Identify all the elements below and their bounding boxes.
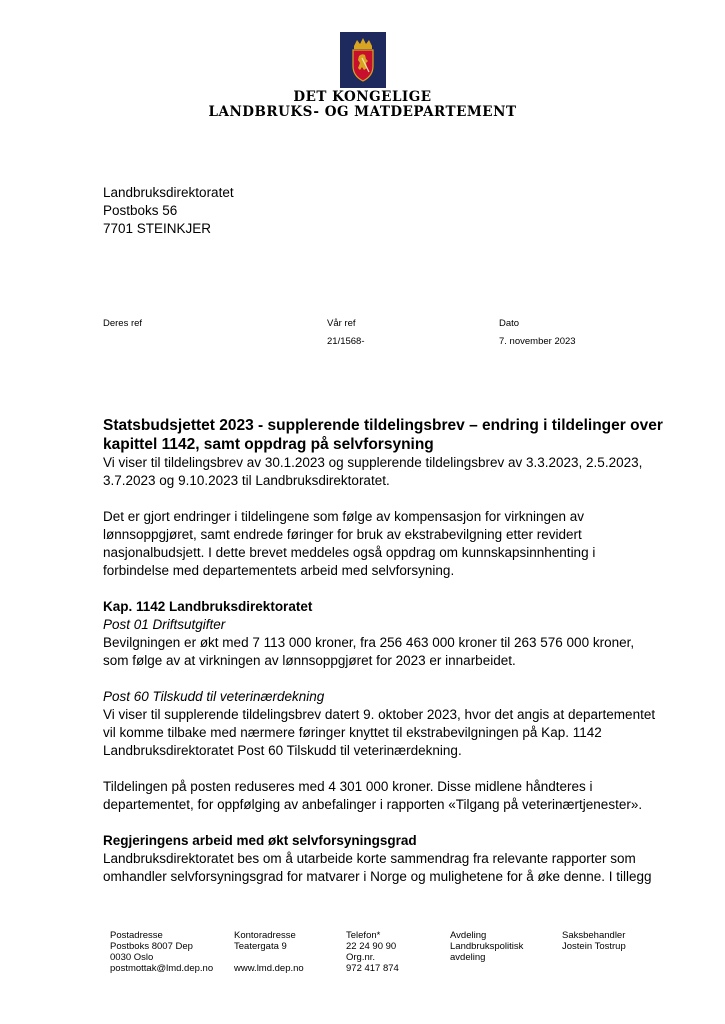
- post01-heading: Post 01 Driftsutgifter: [103, 617, 226, 632]
- footer-label: Avdeling: [450, 930, 487, 941]
- ministry-line-1: DET KONGELIGE: [293, 89, 432, 105]
- dato-value: 7. november 2023: [499, 336, 576, 347]
- ref-var: [327, 318, 365, 348]
- footer-line: 0030 Oslo: [110, 952, 154, 963]
- footer-line: [234, 952, 304, 963]
- recipient-name: Landbruksdirektoratet: [103, 185, 234, 200]
- var-ref-value: 21/1568-: [327, 336, 365, 347]
- footer-line: avdeling: [450, 952, 486, 963]
- ministry-line-2: LANDBRUKS- OG MATDEPARTEMENT: [208, 104, 517, 120]
- footer-line: 22 24 90 90: [346, 941, 397, 952]
- post01-text: Bevilgningen er økt med 7 113 000 kroner, fra 256 463 000 kroner til 263 576 000 kroner, som følge av at virkningen av lønnsoppgjøret for 2023 er innarbeidet.: [103, 635, 635, 668]
- footer-line: Postboks 8007 Dep: [110, 941, 193, 952]
- footer-line: Jostein Tostrup: [562, 941, 626, 952]
- selvforsyning-text: Landbruksdirektoratet bes om å utarbeide korte sammendrag fra relevante rapporter som omhandler selvforsyningsgrad for matvarer i Norge og mulighetene for å øke denne. I tillegg: [103, 851, 652, 884]
- kap-heading: Kap. 1142 Landbruksdirektoratet: [103, 599, 313, 614]
- coat-of-arms-icon: [340, 32, 386, 88]
- footer-saksbehandler: [562, 930, 626, 952]
- dato-label: Dato: [499, 318, 520, 329]
- footer-line: Landbrukspolitisk: [450, 941, 524, 952]
- letter-title: Statsbudsjettet 2023 - supplerende tildelingsbrev – endring i tildelinger over kapittel 1142, samt oppdrag på selvforsyning: [103, 417, 663, 453]
- post60-text: Vi viser til supplerende tildelingsbrev datert 9. oktober 2023, hvor det angis at departementet vil komme tilbake med nærmere føringer knyttet til ekstrabevilgningen på Kap. 1142 Landbruksdirektoratet Post 60 Tilskudd til veterinærdekning.: [103, 707, 656, 758]
- var-ref-label: Vår ref: [327, 318, 356, 329]
- recipient-box: Postboks 56: [103, 203, 178, 218]
- post60-text-2: Tildelingen på posten reduseres med 4 301 000 kroner. Disse midlene håndteres i departementet, for oppfølging av anbefalinger i rapporten «Tilgang på veterinærtjenester».: [103, 779, 643, 812]
- letterhead: [0, 32, 725, 120]
- footer-label: Kontoradresse: [234, 930, 296, 941]
- post60-heading: Post 60 Tilskudd til veterinærdekning: [103, 689, 325, 704]
- footer-avdeling: [450, 930, 523, 963]
- paragraph-intro: Vi viser til tildelingsbrev av 30.1.2023 og supplerende tildelingsbrev av 3.3.2023, 2.5.2023, 3.7.2023 og 9.10.2023 til Landbruksdirektoratet.: [103, 455, 643, 488]
- footer-label: Telefon*: [346, 930, 381, 941]
- recipient-address: [103, 184, 234, 238]
- recipient-city: 7701 STEINKJER: [103, 221, 212, 236]
- deres-ref-label: Deres ref: [103, 318, 143, 329]
- footer-label: Saksbehandler: [562, 930, 626, 941]
- paragraph-changes: Det er gjort endringer i tildelingene som følge av kompensasjon for virkningen av lønnsoppgjøret, samt endrede føringer for bruk av ekstrabevilgning etter revidert nasjonalbudsjett. I dette brevet meddeles også oppdrag om kunnskapsinnhenting i forbindelse med departementets arbeid med selvforsyning.: [103, 509, 596, 578]
- footer-kontoradresse: [234, 930, 304, 974]
- footer-line: 972 417 874: [346, 963, 399, 974]
- selvforsyning-heading: Regjeringens arbeid med økt selvforsyningsgrad: [103, 833, 417, 848]
- footer-label: Postadresse: [110, 930, 163, 941]
- ref-deres: [103, 318, 142, 336]
- letter-body: [103, 416, 663, 886]
- footer-email: postmottak@lmd.dep.no: [110, 963, 214, 974]
- footer-postadresse: [110, 930, 213, 974]
- ministry-name: [0, 90, 725, 120]
- ref-dato: [499, 318, 576, 348]
- footer-website: www.lmd.dep.no: [234, 963, 304, 974]
- footer-line: Org.nr.: [346, 952, 376, 963]
- footer-line: Teatergata 9: [234, 941, 287, 952]
- footer-telefon: [346, 930, 399, 974]
